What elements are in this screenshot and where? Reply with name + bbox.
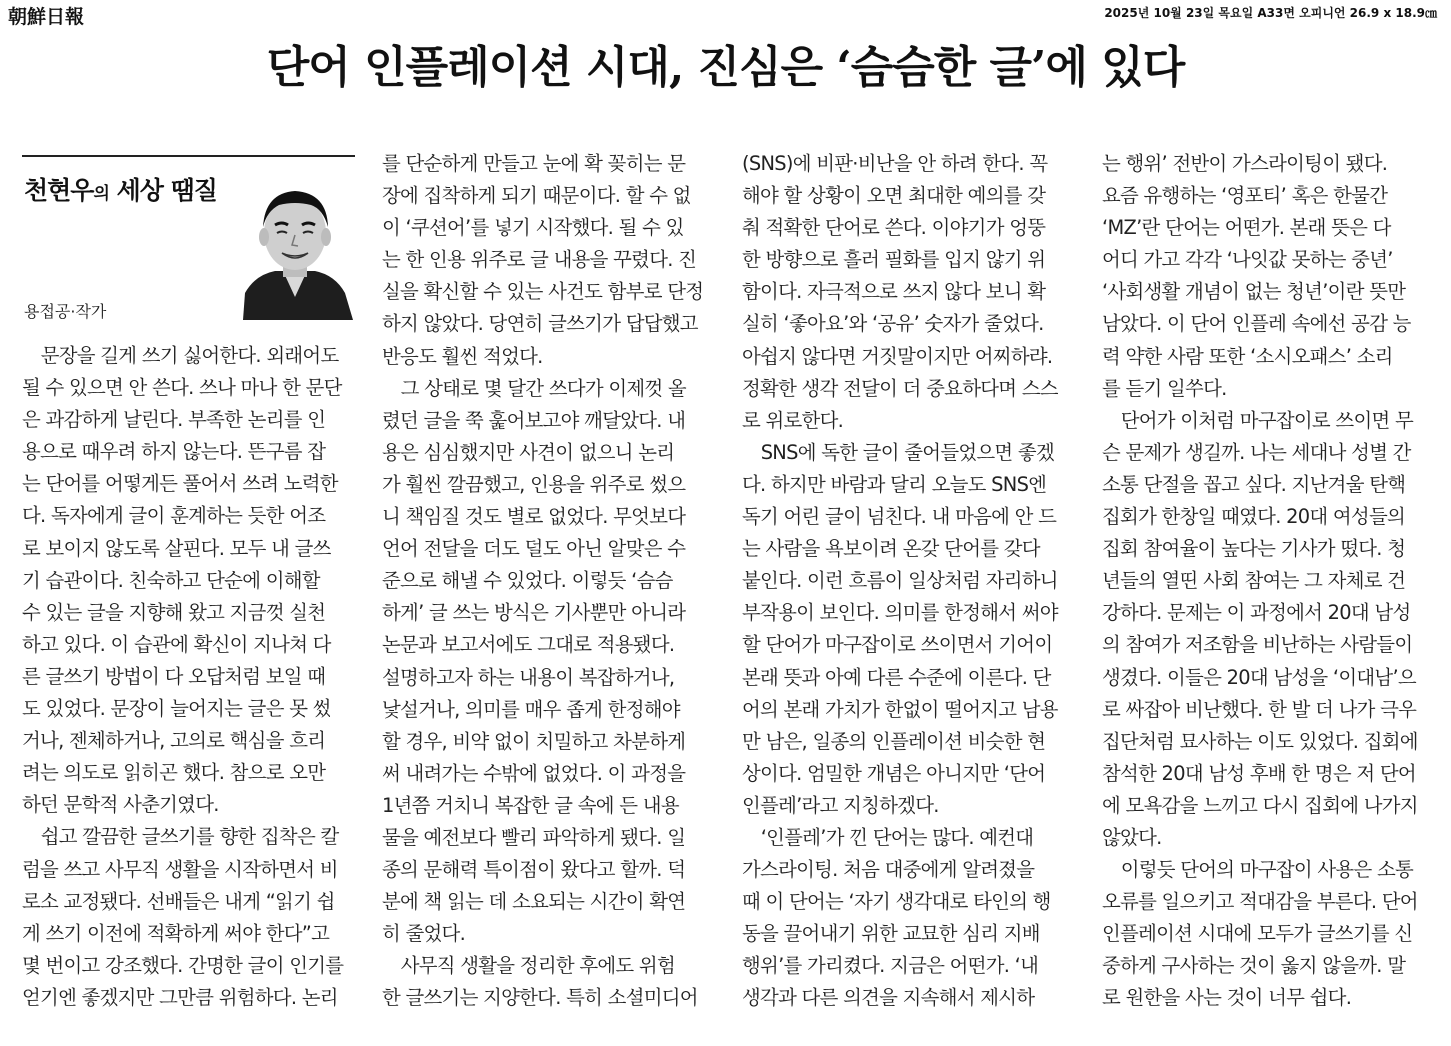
article-text-line: 를 단순하게 만들고 눈에 확 꽂히는 문 xyxy=(382,152,686,175)
article-text-line: 용은 심심했지만 사견이 없으니 논리 xyxy=(382,440,675,464)
article-text-line: 할 경우, 비약 없이 치밀하고 차분하게 xyxy=(382,729,686,753)
article-text-line: 부작용이 보인다. 의미를 한정해서 써야 xyxy=(742,601,1058,625)
article-text-line: 않았다. xyxy=(1102,825,1162,849)
article-text-line: 어의 본래 가치가 한없이 떨어지고 남용 xyxy=(742,697,1058,721)
article-text-line: 용으로 때우려 하지 않는다. 뜬구름 잡 xyxy=(22,440,326,464)
article-text-line: 게 쓰기 이전에 적확하게 써야 한다”고 xyxy=(22,921,330,945)
article-text-line: 려는 의도로 읽히곤 했다. 참으로 오만 xyxy=(22,761,326,785)
publication-info: 2025년 10월 23일 목요일 A33면 오피니언 26.9 x 18.9㎝ xyxy=(1104,6,1437,20)
article-text-line: SNS에 독한 글이 줄어들었으면 좋겠 xyxy=(742,440,1054,464)
column-name: 세상 땜질 xyxy=(116,176,217,205)
article-text-line: 럼을 쓰고 사무직 생활을 시작하면서 비 xyxy=(22,857,338,881)
article-text-line: 함이다. 자극적으로 쓰지 않다 보니 확 xyxy=(742,280,1046,304)
article-column-2 xyxy=(382,148,715,1015)
article-text-line: 하고 있다. 이 습관에 확신이 지나쳐 다 xyxy=(22,632,331,656)
article-text-line: 니 책임질 것도 별로 없었다. 무엇보다 xyxy=(382,505,686,529)
author-role: 용접공·작가 xyxy=(24,302,107,321)
article-text-line: 낯설거나, 의미를 매우 좁게 한정해야 xyxy=(382,697,680,721)
article-column-1 xyxy=(22,340,355,1014)
article-text-line: 렸던 글을 쭉 훑어보고야 깨달았다. 내 xyxy=(382,408,686,432)
article-text-line: ‘사회생활 개념이 없는 청년’이란 뜻만 xyxy=(1102,280,1406,304)
article-headline: 단어 인플레이션 시대, 진심은 ‘슴슴한 글’에 있다 xyxy=(266,42,1185,93)
article-text-line: 는 행위’ 전반이 가스라이팅이 됐다. xyxy=(1102,152,1388,175)
article-text-line: 정확한 생각 전달이 더 중요하다며 스스 xyxy=(742,376,1058,400)
article-text-line: 에 모욕감을 느끼고 다시 집회에 나가지 xyxy=(1102,793,1418,817)
article-text-line: 만 남은, 일종의 인플레이션 비슷한 현 xyxy=(742,729,1046,753)
article-text-line: 집회 참여율이 높다는 기사가 떴다. 청 xyxy=(1102,537,1406,561)
article-text-line: 른 글쓰기 방법이 다 오답처럼 보일 때 xyxy=(22,664,326,688)
article-text-line: 인플레’라고 지칭하겠다. xyxy=(742,793,939,817)
article-text-line: 반응도 훨씬 적었다. xyxy=(382,344,543,368)
article-text-line: 본래 뜻과 아예 다른 수준에 이른다. 단 xyxy=(742,665,1051,689)
article-text-line: 붙인다. 이런 흐름이 일상처럼 자리하니 xyxy=(742,569,1058,593)
article-column-3 xyxy=(742,148,1075,1015)
article-text-line: 가 훨씬 깔끔했고, 인용을 위주로 썼으 xyxy=(382,472,686,496)
article-text-line: 생겼다. 이들은 20대 남성을 ‘이대남’으 xyxy=(1102,665,1416,689)
article-text-line: 사무직 생활을 정리한 후에도 위험 xyxy=(382,954,675,978)
article-text-line: 은 과감하게 날린다. 부족한 논리를 인 xyxy=(22,408,326,432)
article-text-line: 문장을 길게 쓰기 싫어한다. 외래어도 xyxy=(22,344,339,367)
article-text-line: 오류를 일으키고 적대감을 부른다. 단어 xyxy=(1102,890,1418,914)
article-text-line: 거나, 젠체하거나, 고의로 핵심을 흐리 xyxy=(22,729,326,753)
article-text-line: 이 ‘쿠션어’를 넣기 시작했다. 될 수 있 xyxy=(382,216,684,240)
article-text-line: 얻기엔 좋겠지만 그만큼 위험하다. 논리 xyxy=(22,985,338,1009)
article-text-line: 인플레이션 시대에 모두가 글쓰기를 신 xyxy=(1102,922,1413,946)
column-title xyxy=(24,171,217,207)
article-text-line: 하지 않았다. 당연히 글쓰기가 답답했고 xyxy=(382,312,698,336)
author-portrait xyxy=(235,175,355,320)
article-text-line: 단어가 이처럼 마구잡이로 쓰이면 무 xyxy=(1102,408,1414,432)
article-text-line: ‘인플레’가 낀 단어는 많다. 예컨대 xyxy=(742,825,1034,849)
author-particle: 의 xyxy=(93,184,109,204)
article-text-line: 집회가 한창일 때였다. 20대 여성들의 xyxy=(1102,505,1406,529)
article-text-line: 생각과 다른 의견을 지속해서 제시하 xyxy=(742,986,1035,1010)
article-text-line: 1년쯤 거치니 복잡한 글 속에 든 내용 xyxy=(382,793,679,817)
article-text-line: 쉽고 깔끔한 글쓰기를 향한 집착은 칼 xyxy=(22,825,339,849)
article-text-line: 써 내려가는 수밖에 없었다. 이 과정을 xyxy=(382,761,686,785)
article-text-line: 장에 집착하게 되기 때문이다. 할 수 없 xyxy=(382,184,691,208)
article-text-line: 춰 적확한 단어로 쓴다. 이야기가 엉뚱 xyxy=(742,216,1046,240)
article-text-line: 독기 어린 글이 넘친다. 내 마음에 안 드 xyxy=(742,505,1057,529)
article-text-line: 로소 교정됐다. 선배들은 내게 “읽기 쉽 xyxy=(22,889,335,913)
article-text-line: 는 한 인용 위주로 글 내용을 꾸렸다. 진 xyxy=(382,248,697,272)
article-text-line: 논문과 보고서에도 그대로 적용됐다. xyxy=(382,633,675,657)
article-text-line: 그 상태로 몇 달간 쓰다가 이제껏 올 xyxy=(382,376,686,400)
article-text-line: 언어 전달을 더도 덜도 아닌 알맞은 수 xyxy=(382,537,686,561)
article-text-line: 남았다. 이 단어 인플레 속에선 공감 능 xyxy=(1102,312,1411,336)
article-text-line: 다. 하지만 바람과 달리 오늘도 SNS엔 xyxy=(742,472,1047,496)
article-text-line: 이렇듯 단어의 마구잡이 사용은 소통 xyxy=(1102,858,1414,882)
article-text-line: 슨 문제가 생길까. 나는 세대나 성별 간 xyxy=(1102,440,1411,464)
article-text-line: ‘MZ’란 단어는 어떤가. 본래 뜻은 다 xyxy=(1102,216,1391,240)
article-text-line: 강하다. 문제는 이 과정에서 20대 남성 xyxy=(1102,601,1411,625)
article-text-line: 집단처럼 묘사하는 이도 있었다. 집회에 xyxy=(1102,729,1418,753)
article-text-line: 로 싸잡아 비난했다. 한 발 더 나가 극우 xyxy=(1102,697,1417,721)
article-text-line: 기 습관이다. 친숙하고 단순에 이해할 xyxy=(22,568,320,592)
article-text-line: 참석한 20대 남성 후배 한 명은 저 단어 xyxy=(1102,761,1416,785)
article-text-line: 년들의 열띤 사회 참여는 그 자체로 건 xyxy=(1102,569,1406,593)
article-text-line: 는 단어를 어떻게든 풀어서 쓰려 노력한 xyxy=(22,472,338,496)
article-text-line: 력 약한 사람 또한 ‘소시오패스’ 소리 xyxy=(1102,344,1393,368)
article-text-line: 로 위로한다. xyxy=(742,408,844,432)
article-text-line: 될 수 있으면 안 쓴다. 쓰나 마나 한 문단 xyxy=(22,376,342,400)
article-text-line: 한 방향으로 흘러 필화를 입지 않기 위 xyxy=(742,248,1046,272)
article-text-line: 다. 독자에게 글이 훈계하는 듯한 어조 xyxy=(22,504,326,528)
article-text-line: 물을 예전보다 빨리 파악하게 됐다. 일 xyxy=(382,825,686,849)
article-text-line: 를 듣기 일쑤다. xyxy=(1102,376,1227,400)
article-text-line: 하게’ 글 쓰는 방식은 기사뿐만 아니라 xyxy=(382,601,686,625)
article-text-line: 중하게 구사하는 것이 옳지 않을까. 말 xyxy=(1102,954,1406,978)
article-text-line: 아쉽지 않다면 거짓말이지만 어찌하랴. xyxy=(742,344,1053,368)
author-name: 천현우 xyxy=(24,176,94,205)
article-text-line: 한 글쓰기는 지양한다. 특히 소셜미디어 xyxy=(382,986,698,1010)
article-text-line: 요즘 유행하는 ‘영포티’ 혹은 한물간 xyxy=(1102,184,1388,208)
article-text-line: 해야 할 상황이 오면 최대한 예의를 갖 xyxy=(742,184,1046,208)
article-text-line: 때 이 단어는 ‘자기 생각대로 타인의 행 xyxy=(742,890,1051,914)
article-text-line: 몇 번이고 강조했다. 간명한 글이 인기를 xyxy=(22,953,344,977)
article-text-line: 소통 단절을 꼽고 싶다. 지난겨울 탄핵 xyxy=(1102,472,1406,496)
article-text-line: 상이다. 엄밀한 개념은 아니지만 ‘단어 xyxy=(742,761,1046,785)
article-text-line: 종의 문해력 특이점이 왔다고 할까. 덕 xyxy=(382,858,686,882)
article-text-line: 히 줄었다. xyxy=(382,922,466,946)
article-text-line: 실을 확신할 수 있는 사건도 함부로 단정 xyxy=(382,280,704,304)
article-column-4 xyxy=(1102,148,1435,1015)
article-text-line: 동을 끌어내기 위한 교묘한 심리 지배 xyxy=(742,922,1040,946)
article-text-line: 하던 문학적 사춘기였다. xyxy=(22,793,219,817)
article-text-line: 설명하고자 하는 내용이 복잡하거나, xyxy=(382,665,675,689)
article-text-line: 실히 ‘좋아요’와 ‘공유’ 숫자가 줄었다. xyxy=(742,312,1044,336)
article-text-line: 도 있었다. 문장이 늘어지는 글은 못 썼 xyxy=(22,697,331,721)
article-text-line: 할 단어가 마구잡이로 쓰이면서 기어이 xyxy=(742,633,1053,657)
article-text-line: 분에 책 읽는 데 소요되는 시간이 확연 xyxy=(382,890,686,914)
article-text-line: 는 사람을 욕보이려 온갖 단어를 갖다 xyxy=(742,537,1040,561)
newspaper-logo: 朝鮮日報 xyxy=(8,6,85,28)
article-text-line: (SNS)에 비판·비난을 안 하려 한다. 꼭 xyxy=(742,152,1048,175)
article-text-line: 행위’를 가리켰다. 지금은 어떤가. ‘내 xyxy=(742,954,1039,978)
article-text-line: 수 있는 글을 지향해 왔고 지금껏 실천 xyxy=(22,600,326,624)
byline-box xyxy=(22,155,355,323)
article-text-line: 의 참여가 저조함을 비난하는 사람들이 xyxy=(1102,633,1413,657)
article-text-line: 로 보이지 않도록 살핀다. 모두 내 글쓰 xyxy=(22,536,331,560)
article-text-line: 준으로 해낼 수 있었다. 이렇듯 ‘슴슴 xyxy=(382,569,673,593)
article-text-line: 로 원한을 사는 것이 너무 쉽다. xyxy=(1102,986,1352,1010)
article-text-line: 어디 가고 각각 ‘나잇값 못하는 중년’ xyxy=(1102,248,1393,272)
article-text-line: 가스라이팅. 처음 대중에게 알려졌을 xyxy=(742,858,1035,882)
